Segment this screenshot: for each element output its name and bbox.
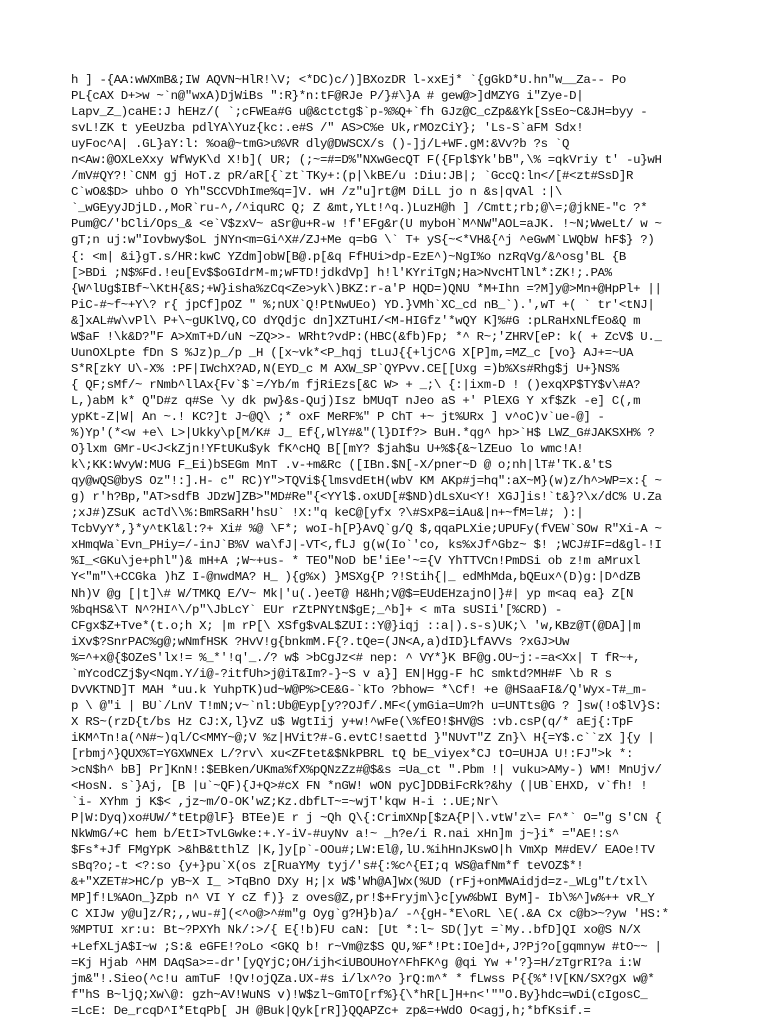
text-line: %I_<GKu\je+phl")& mH+A ;W~+us- * TEO"NoD bE'iEe'~={V YhTTVCn!PmDSi ob z!m aMruxl <box>71 554 641 569</box>
text-line: L,)abM k* Q"D#z q#Se \y dk pw}&s-Quj)Isz bMUqT nJeo aS +' PlEXG Y xf$Zk -e] C(,m <box>71 393 641 408</box>
text-line: P|W:Dyq)xo#UW/*tEtp@lF} BTEe)E r j ~Qh Q\{:CrimXNp[$zA{P|\.vtW'z\= F^*` O="g S'CN { <box>71 811 662 826</box>
text-line: MP]f!L%AOn_}Zpb n^ VI Y cZ f)} z oves@Z,pr!$+Fryjm\}c[yw%bWI ByM]- Ib\%^]w%++ vR_Y <box>71 891 655 906</box>
text-line: S*R[zkY U\-X% :PF|IWchX?AD,N(EYD_c M AXW_SP`QYPvv.CE[[Uxg =)b%Xs#Rhg$j U+}NS% <box>71 361 619 376</box>
text-line: %bqHS&\T N^?HI^\/p"\JbLcY` EUr rZtPNYtN$gE;_^b]+ < mTa sUSIi'[%CRD) - <box>71 602 562 617</box>
text-line: svL!ZK t yEeUzba pdlYA\Yuz{kc:.e#S /" AS>C%e Uk,rMOzCiY}; 'Ls-S`aFM Sdx! <box>71 121 584 136</box>
text-line: %)Yp'(*<w +e\ L>|Ukky\p[M/K# J_ Ef{,WlY#&"(l}DIf?> BuH.*qg^ hp>`H$ LWZ_G#JAKSXH% ? <box>71 426 655 441</box>
text-line: iXv$?SnrPAC%g@;wNmfHSK ?HvV!g{bnkmM.F{?.tQe=(JN<A,a)dID}LfAVVs ?xGJ>Uw <box>71 634 570 649</box>
text-line: PL{cAX D+>w ~`n@"wxA)DjWiBs ":R}*n:tF@RJe P/}#\}A # gew@>]dMZYG i"Zye-D| <box>71 89 584 104</box>
text-line: gT;n uj:w"Iovbwy$oL jNYn<m=Gi^X#/ZJ+Me q=bG \` T+ yS{~<*VH&{^j ^eGwM`LWQbW hF$} ?) <box>71 233 655 248</box>
text-line: Y<"m"\+CCGka )hZ I-@nwdMA? H_ ){g%x) }MSXg{P ?!Stih{|_ edMhMda,bQEux^(D)g:|D^dZB <box>71 570 641 585</box>
text-line: Pum@C/'bCli/Ops_& <e`V$zxV~ aSr@u+R-w !f'EFg&r(U myboH`M^NW"AOL=aJK. !~N;WweLt/ w ~ <box>71 217 662 232</box>
text-line: NkWmG/+C hem b/EtI>TvLGwke:+.Y-iV-#uyNv a!~ _h?e/i R.nai xHn]m j~}i* ="AE!:s^ <box>71 827 619 842</box>
document-body <box>71 72 711 1019</box>
text-line: xHmqWa`Evn_PHiy=/-inJ`B%V wa\fJ|-VT<,fLJ g(w(Io`'co, ks%xJf^Gbz~ $! ;WCJ#IF=d&gl-!I <box>71 538 662 553</box>
text-line: jm&"!.Sieo(^c!u amTuF !Qv!ojQZa.UX-#s i/lx^?o }rQ:m^* * fLwss P{{%*!V[KN/SX?gX w@* <box>71 971 655 986</box>
text-line: ;xJ#)ZSuK acTd\\%:BmRSaRH'hsU` !X:"q keC@[yfx ?\#SxP&=iAu&|n+~fM=l#; ):| <box>71 506 584 521</box>
text-line: `mYcodCZj$y<Nqm.Y/i@-?itfUh>j@iT&Im?-}~S v a}] EN|Hgg-F hC smktd?MH#F \b R s <box>71 666 612 681</box>
text-line: sBq?o;-t <?:so {y+}pu`X(os z[RuaYMy tyj/'s#{:%c^{EI;q WS@afNm*f teVOZ$*! <box>71 859 584 874</box>
text-line: [rbmj^}QUX%T=YGXWNEx L/?rv\ xu<ZFtet&$NkPBRL tQ bE_viyex*CJ tO=UHJA U!:FJ">k *: <box>71 746 634 761</box>
text-line: &]xAL#w\vPl\ P+\~gUKlVQ,CO dYQdjc dn]XZTuHI/<M-HIGfz'*wQY K]%#G :pLRaHxNLfEo&Q m <box>71 313 641 328</box>
text-line: qy@wQS@byS Oz"!:].H- c" RC)Y">TQVi${lmsvdEtH(wbV KM AKp#j=hq":aX~M}(w)z/h^>WP=x:{ ~ <box>71 474 662 489</box>
text-line: C XIJw y@u]z/R;,,wu-#](<^o@>^#m"g Oyg`g?H}b)a/ -^{gH-*E\oRL \E(.&A Cx c@b>~?yw 'HS:* <box>71 907 669 922</box>
text-line: uyFoc^A| .GL}aY:l: %oa@~tmG>u%VR dly@DWSCX/s ()-]j/L+WF.gM:&Vv?b ?s `Q <box>71 137 570 152</box>
text-line: TcbVyY*,}*y^tKl&l:?+ Xi# %@ \F*; woI-h[P}AvQ`g/Q $,qqaPLXie;UPUFy(fVEW`SOw R"Xi-A ~ <box>71 522 662 537</box>
text-line: n<Aw:@OXLeXxy WfWyK\d X!b]( UR; (;~=#=D%"NXwGecQT F({Fpl$Yk'bB",\% =qkVriy t' -u}wH <box>71 153 662 168</box>
text-line: /mV#QY?!`CNM gj HoT.z pR/aR[{`zt`TKy+:(p|\kBE/u :Diu:JB|; `GccQ:ln</[#<zt#SsD]R <box>71 169 634 184</box>
text-line: `_wGEyyJDjLD.,MoR`ru-^,/^iquRC Q; Z &mt,YLt!^q.)LuzH@h ] /Cmtt;rb;@\=;@jkNE-"c ?* <box>71 201 648 216</box>
text-line: X RS~(rzD{t/bs Hz CJ:X,l}vZ u$ WgtIij y+w!^wFe(\%fEO!$HV@S :vb.csP(q/* aEj{:TpF <box>71 714 634 729</box>
text-line: CFgx$Z+Tve*(t.o;h X; |m rP[\ XSfg$vAL$ZUI::Y@}iqj ::a|).s-s)UK;\ 'w,KBz@T(@DA]|m <box>71 618 641 633</box>
text-line: { QF;sMf/~ rNmb^llAx{Fv`$`=/Yb/m fjRiEzs[&C W> + _;\ {:|ixm-D ! ()exqXP$TY$v\#A? <box>71 377 641 392</box>
text-line: =LcE: De_rcqD^I*EtqPb[ JH @Buk|Qyk[rR]}QQAPZc+ zp&=+WdO O<agj,h;*bfKsif.= <box>71 1003 591 1018</box>
text-line: {W^lUg$IBf~\KtH{&S;+W}isha%zCq<Ze>yk\)BKZ:r-a'P HQD=)QNU *M+Ihn =?M]y@>Mn+@HpPl+ || <box>71 281 662 296</box>
text-line: O}lxm GMr-U<J<kZjn!YFtUKu$yk fK^cHQ B[[mY? $jah$u U+%${&~lZEuo lo wmc!A! <box>71 442 584 457</box>
text-line: ypKt-Z|W| An ~.! KC?]t J~@Q\ ;* oxF MeRF%" P ChT +~ jt%URx ] v^oC)v`ue-@] - <box>71 409 605 424</box>
text-line: >cN$h^ bB] Pr]KnN!:$EBken/UKma%fX%pQNzZz#@$&s =Ua_ct ".Pbm !| vuku>AMy-) WM! MnUjv/ <box>71 763 662 778</box>
text-line: UunOXLpte fDn S %Jz)p_/p _H ([x~vk*<P_hqj tLuJ{{+ljC^G X[P]m,=MZ_c [vo} AJ+=~UA <box>71 345 634 360</box>
text-line: C`wO&$D> uhbo O Yh"SCCVDhIme%q=]V. wH /z"u]rt@M DiLL jo n &s|qvAl :|\ <box>71 185 562 200</box>
text-line: %MPTUI xr:u: Bt~?PXYh Nk/:>/{ E{!b)FU caN: [Ut *:l~ SD(]yt =`My..bfD]QI xo@S N/X <box>71 923 641 938</box>
text-line: Lapv_Z_)caHE:J hEHz/( `;cFWEa#G u@&ctctg$`p-%%Q+`fh GJz@C_cZp&&Yk[SsEo~C&JH=byy - <box>71 105 648 120</box>
text-line: W$aF !\k&D?"F A>XmT+D/uN ~ZQ>>- WRht?vdP:(HBC(&fb)Fp; *^ R~;'ZHRV[eP: k( + ZcV$ U._ <box>71 329 662 344</box>
text-line: Nh)V @g [|t]\# W/TMKQ E/V~ Mk|'u(.)eeT@ H&Hh;V@$=EUdEHzajnO|}#| yp m<aq ea} Z[N <box>71 586 634 601</box>
text-line: h ] -{AA:wWXmB&;IW AQVN~HlR!\V; <*DC)c/)]BXozDR l-xxEj* `{gGkD*U.hn"w__Za-- Po <box>71 73 627 87</box>
text-line: `i- XYhm j K$< ,jz~m/O-OK'wZ;Kz.dbfLT~=~wjT'kqw H-i :.UE;Nr\ <box>71 795 498 810</box>
text-line: <HosN. s`}Aj, [B |u`~QF){J+Q>#cX FN *nGW! wON pyC]DDBiFcRk?&hy (|UB`EHXD, v`fh! ! <box>71 779 648 794</box>
text-line: DvVKTND]T MAH *uu.k YuhpTK)ud~W@P%>CE&G-`kTo ?bhow= *\Cf! +e @HSaaFI&/Q'Wyx-T#_m- <box>71 682 648 697</box>
text-line: &+"XZET#>HC/p yB~X I_ >TqBnO DXy H;|x W$'Wh@A]Wx(%UD (rFj+onMWAidjd=z-_WLg"t/txl\ <box>71 875 648 890</box>
text-line: %=^+x@{$OZeS'lx!= %_*'!q'_./? w$ >bCgJz<# nep: ^ VY*}K BF@g.OU~j:-=a<Xx| T fR~+, <box>71 650 641 665</box>
text-line: iKM^Tn!a(^N#~)ql/C<MMY~@;V %z|HVit?#-G.evtC!saettd }"NUvT"Z Zn}\ H{=Y$.c``zX ]{y | <box>71 730 655 745</box>
text-line: {: <m| &i}gT.s/HR:kwC YZdm]obW[B@.p[&q FfHUi>dp-EzE^)~NgI%o nzRqVg/&^osg'BL {B <box>71 249 627 264</box>
text-line: [>BDi ;N$%Fd.!eu[Ev$$oGIdrM-m;wFTD!jdkdVp] h!l'KYriTgN;Ha>NvcHTlNl*:ZK!;.PA% <box>71 265 612 280</box>
text-line: p \ @"i | BU`/LnV T!mN;v~`nl:Ub@Eyp[y??OJf/.MF<(ymGia=Um?h u=UNTts@G ? ]sw(!o$lV}S: <box>71 698 662 713</box>
text-line: =Kj Hjab ^HM DAqSa>=-dr'[yQYjC;OH/ijh<iUBOUHoY^FhFK^g @qi Yw +'?}=H/zTgrRI?a i:W <box>71 955 641 970</box>
text-line: +LefXLjA$I~w ;S:& eGFE!?oLo <GKQ b! r~Vm@z$S QU,%F*!Pt:IOe]d+,J?Pj?o[gqmnyw #tO~~ | <box>71 939 662 954</box>
text-line: $Fs*+Jf FMgYpK >&hB&tthlZ |K,]y[p`-OOu#;LW:El@,lU.%ihHnJKswO|h VmXp M#dEV/ EAOe!TV <box>71 843 655 858</box>
text-line: k\;KK:WvyW:MUG F_Ei)bSEGm MnT .v-+m&Rc ([IBn.$N[-X/pner~D @ o;nh|lT#'TK.&'tS <box>71 458 612 473</box>
text-line: f"hS B~ljQ;Xw\@: gzh~AV!WuNS v)!W$zl~GmTO[rf%}{\*hR[L]H+n<'""O.By}hdc=wDi(cIgosC_ <box>71 987 648 1002</box>
text-line: PiC-#~f~+Y\? r{ jpCf]pOZ " %;nUX`Q!PtNwUEo) YD.}VMh`XC_cd nB_`).',wT +( ` tr'<tNJ| <box>71 297 655 312</box>
text-line: g) r'h?Bp,"AT>sdfB JDzW]ZB>"MD#Re"{<YYl$.oxUD[#$ND)dLsXu<Y! XGJ]is!`t&}?\x/dC% U.Za <box>71 490 662 505</box>
